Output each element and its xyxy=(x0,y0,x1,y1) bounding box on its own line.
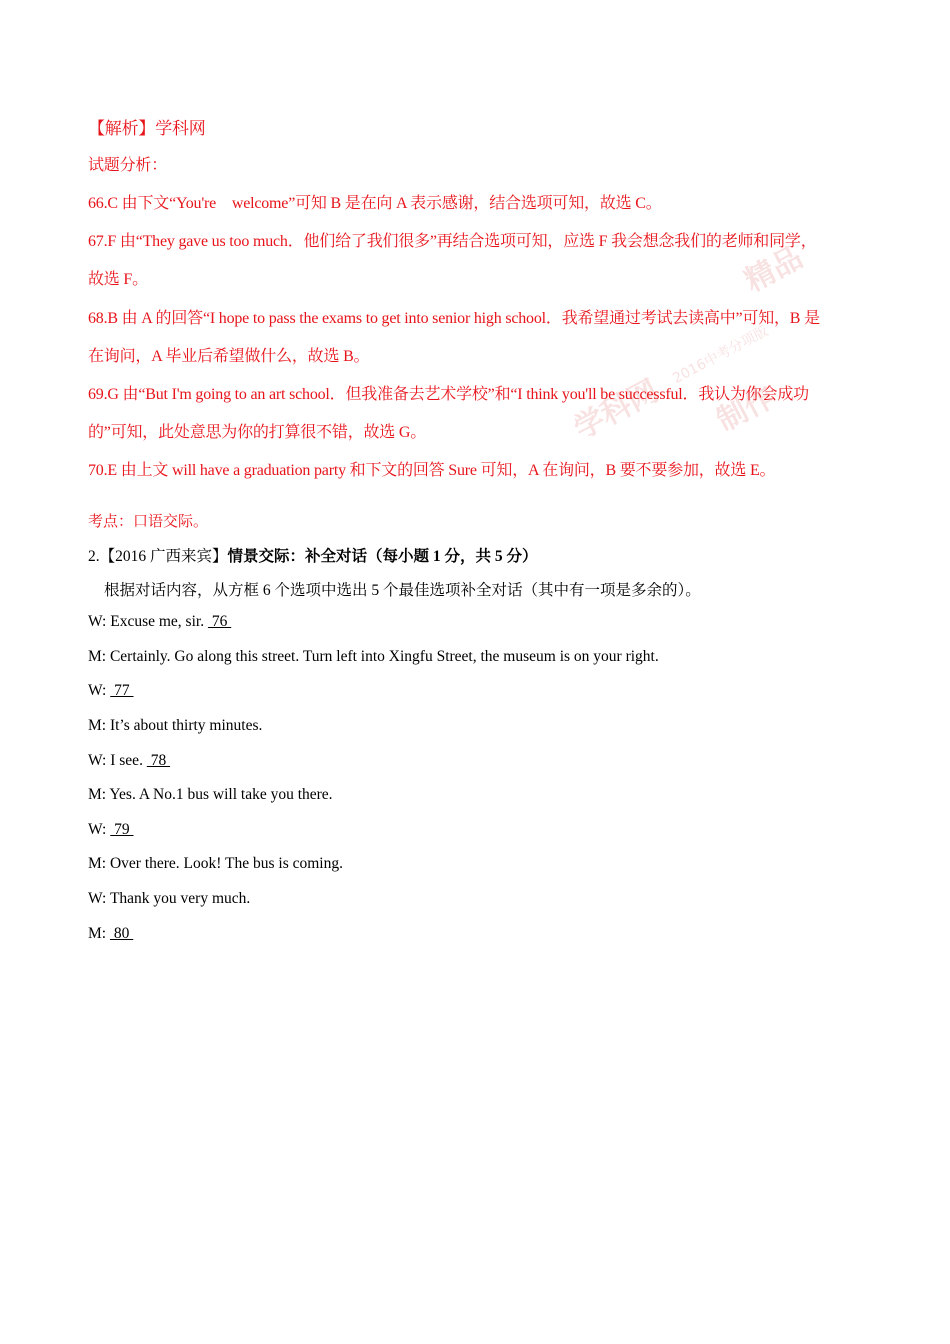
answer-blank: 78 xyxy=(146,752,171,769)
question-title: 情景交际：补全对话（每小题 1 分，共 5 分） xyxy=(227,548,538,565)
watermark xyxy=(528,205,923,554)
dialogue-line: W: I see. 78 xyxy=(88,752,171,769)
question-instruction: 根据对话内容，从方框 6 个选项中选出 5 个最佳选项补全对话（其中有一项是多余的）。 xyxy=(104,582,701,599)
dialogue-line: W: 79 xyxy=(88,821,134,838)
analysis-header: 【解析】学科网 xyxy=(88,119,206,138)
analysis-item: 67.F 由“They gave us too much．他们给了我们很多”再结合选项可知，应选 F 我会想念我们的老师和同学， xyxy=(88,233,817,250)
dialogue-line: M: 80 xyxy=(88,925,134,942)
analysis-item: 69.G 由“But I'm going to an art school．但我准备去艺术学校”和“I think you'll be successful．我认为你会成功 xyxy=(88,386,809,403)
answer-blank: 79 xyxy=(110,821,134,838)
analysis-subheader: 试题分析： xyxy=(88,157,168,174)
watermark-text-1: 学科网 xyxy=(568,373,665,447)
question-number: 2. xyxy=(88,548,100,565)
analysis-item: 故选 F。 xyxy=(88,271,148,288)
dialogue-line: M: It’s about thirty minutes. xyxy=(88,717,263,734)
answer-blank: 80 xyxy=(109,925,134,942)
kaodian-note: 考点：口语交际。 xyxy=(88,514,209,530)
dialogue-line: W: Excuse me, sir. 76 xyxy=(88,613,232,630)
watermark-text-3: 精品 xyxy=(739,240,809,300)
analysis-item: 的”可知，此处意思为你的打算很不错，故选 G。 xyxy=(88,424,427,441)
watermark-text-4: 制作 xyxy=(711,379,781,439)
dialogue-line: W: 77 xyxy=(88,682,134,699)
analysis-item: 70.E 由上文 will have a graduation party 和下文的回答 Sure 可知，A 在询问，B 要不要参加，故选 E。 xyxy=(88,462,776,479)
question-heading xyxy=(88,544,538,566)
dialogue-line: W: Thank you very much. xyxy=(88,890,251,907)
answer-blank: 76 xyxy=(207,613,232,630)
dialogue-line: M: Over there. Look! The bus is coming. xyxy=(88,855,343,872)
question-source: 【2016 广西来宾】 xyxy=(99,548,228,565)
dialogue-line: M: Yes. A No.1 bus will take you there. xyxy=(88,786,333,803)
analysis-item: 66.C 由下文“You're welcome”可知 B 是在向 A 表示感谢，结合选项可知，故选 C。 xyxy=(88,195,662,212)
analysis-item: 在询问，A 毕业后希望做什么，故选 B。 xyxy=(88,348,370,365)
answer-blank: 77 xyxy=(110,682,134,699)
dialogue-line: M: Certainly. Go along this street. Turn left into Xingfu Street, the museum is on your right. xyxy=(88,648,659,665)
watermark-text-2: 2016中考分项版 xyxy=(670,323,772,387)
analysis-item: 68.B 由 A 的回答“I hope to pass the exams to get into senior high school．我希望通过考试去读高中”可知，B 是 xyxy=(88,310,820,327)
